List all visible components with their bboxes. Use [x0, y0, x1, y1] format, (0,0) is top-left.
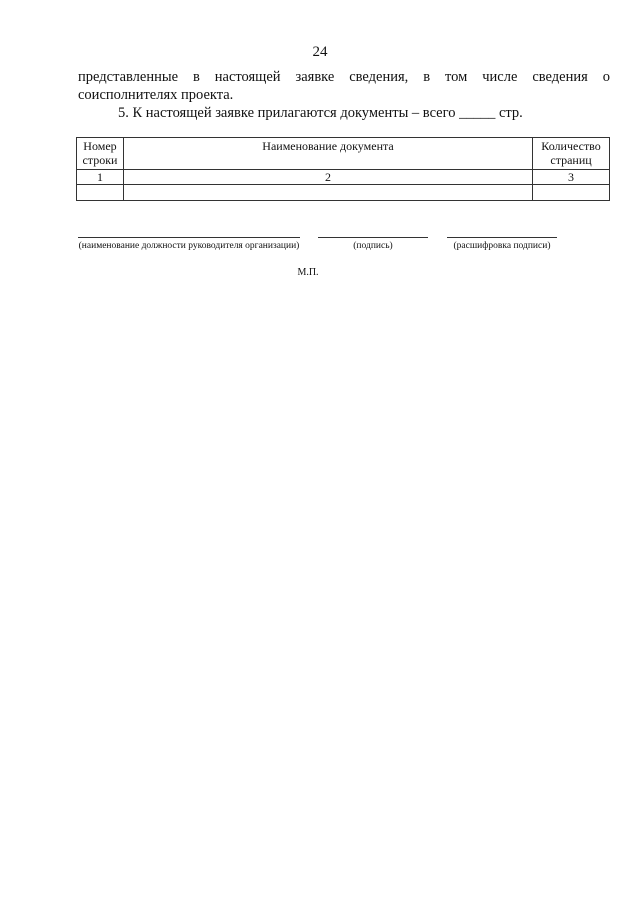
- table-row: [77, 185, 610, 201]
- index-cell-1: 1: [77, 170, 124, 185]
- page-number: 24: [312, 44, 328, 60]
- index-cell-3: 3: [533, 170, 610, 185]
- transcript-caption: (расшифровка подписи): [453, 241, 551, 251]
- paragraph-continuation: представленные в настоящей заявке сведения, в том числе сведения о соисполнителях проекта.: [78, 69, 610, 103]
- empty-cell: [123, 185, 532, 201]
- signature-line: [318, 237, 428, 238]
- signature-caption: (подпись): [353, 241, 393, 251]
- stamp-place: М.П.: [297, 267, 319, 278]
- header-document-name: Наименование документа: [123, 138, 532, 170]
- empty-cell: [533, 185, 610, 201]
- index-cell-2: 2: [123, 170, 532, 185]
- empty-cell: [77, 185, 124, 201]
- documents-table: [76, 137, 610, 201]
- position-caption: (наименование должности руководителя организации): [78, 241, 300, 251]
- header-row-number: Номер строки: [77, 138, 124, 170]
- table-index-row: [77, 170, 610, 185]
- position-line: [78, 237, 300, 238]
- table-header-row: [77, 138, 610, 170]
- header-page-count: Количество страниц: [533, 138, 610, 170]
- transcript-line: [447, 237, 557, 238]
- paragraph-attachments: 5. К настоящей заявке прилагаются документы – всего _____ стр.: [118, 105, 523, 121]
